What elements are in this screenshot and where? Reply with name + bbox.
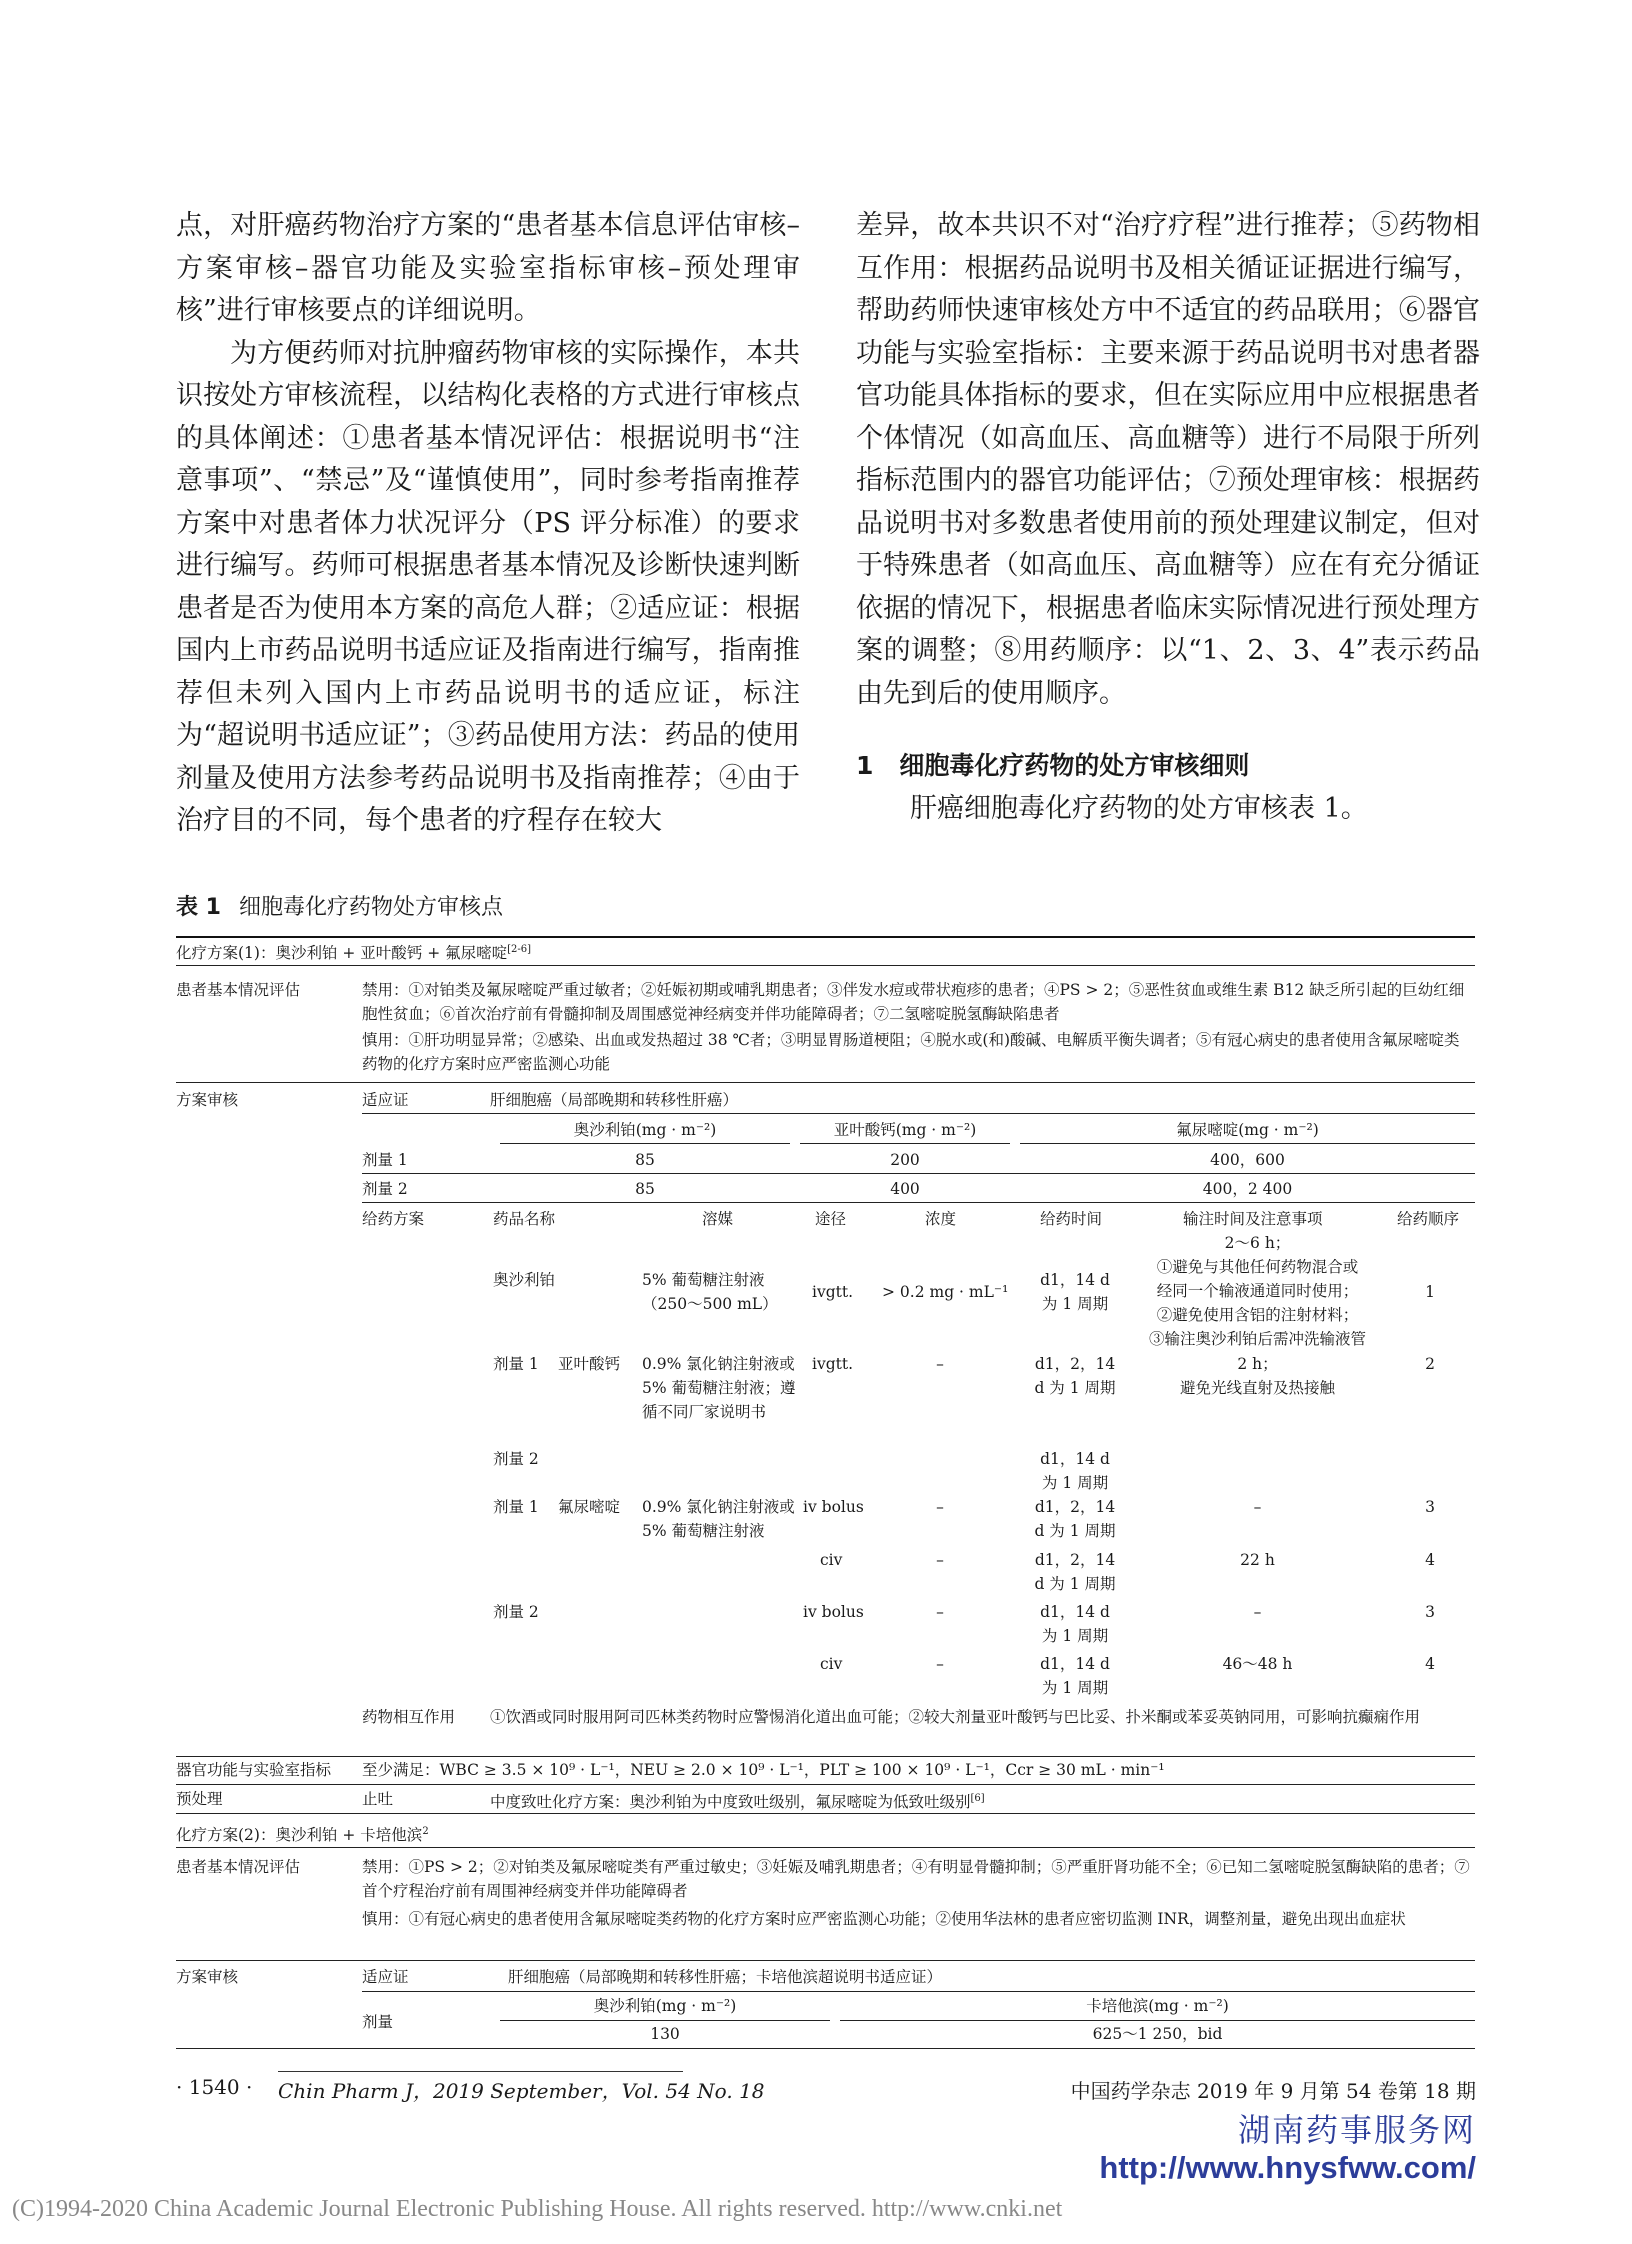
section-heading <box>856 745 1480 788</box>
dose-1-leucovorin: 200 <box>890 1151 920 1169</box>
left-paragraph-1: 点，对肝癌药物治疗方案的“患者基本信息评估审核–方案审核–器官功能及实验室指标审核–预处理审核”进行审核要点的详细说明。 <box>176 210 800 326</box>
right-paragraph-2: 肝癌细胞毒化疗药物的处方审核表 1。 <box>910 792 1368 824</box>
fluorouracil-route-4: civ <box>820 1655 843 1673</box>
fluorouracil-notes-1: – <box>1253 1498 1262 1516</box>
fluorouracil-time-1: d1，2，14 d 为 1 周期 <box>1034 1498 1116 1540</box>
fluorouracil-conc-4: – <box>936 1655 944 1673</box>
r2-dose-capecitabine: 625～1 250，bid <box>1092 2025 1223 2043</box>
right-paragraph-1: 差异，故本共识不对“治疗疗程”进行推荐；⑤药物相互作用：根据药品说明书及相关循证证据进行编写，帮助药师快速审核处方中不适宜的药品联用；⑥器官功能与实验室指标：主要来源于药品说明书对患者器官功能具体指标的要求，但在实际应用中应根据患者个体情况（如高血压、高血糖等）进行不局限于所列指标范围内的器官功能评估；⑦预处理审核：根据药品说明书对多数患者使用前的预处理建议制定，但对于特殊患者（如高血压、高血糖等）应在有充分循证依据的情况下，根据患者临床实际情况进行预处理方案的调整；⑧用药顺序：以“1、2、3、4”表示药品由先到后的使用顺序。 <box>856 210 1480 709</box>
leucovorin-order: 2 <box>1425 1355 1435 1373</box>
admin-label: 给药方案 <box>362 1210 425 1228</box>
r2-patient-eval-label: 患者基本情况评估 <box>176 1858 301 1876</box>
oxaliplatin-route: ivgtt. <box>812 1283 854 1301</box>
interaction-label: 药物相互作用 <box>362 1708 456 1726</box>
antiemetic-label: 止吐 <box>362 1790 394 1808</box>
dose-head-oxaliplatin: 奥沙利铂(mg · m⁻²) <box>573 1121 717 1139</box>
leucovorin-dose-2: 剂量 2 <box>493 1450 539 1468</box>
fluorouracil-time-2: d1，2，14 d 为 1 周期 <box>1034 1551 1116 1593</box>
regimen-1-title: 化疗方案(1)：奥沙利铂 + 亚叶酸钙 + 氟尿嘧啶[2-6] <box>176 944 532 963</box>
fluorouracil-conc-3: – <box>936 1603 944 1621</box>
leucovorin-time-2: d1，14 d 为 1 周期 <box>1040 1450 1110 1492</box>
left-paragraph-2: 为方便药师对抗肿瘤药物审核的实际操作，本共识按处方审核流程，以结构化表格的方式进行审核点的具体阐述：①患者基本情况评估：根据说明书“注意事项”、“禁忌”及“谨慎使用”，同时参考指南推荐方案中对患者体力状况评分（PS 评分标准）的要求进行编写。药师可根据患者基本情况及诊断快速判断患者是否为使用本方案的高危人群；②适应证：根据国内上市药品说明书适应证及指南进行编写，指南推荐但未列入国内上市药品说明书的适应证，标注为“超说明书适应证”；③药品使用方法：药品的使用剂量及使用方法参考药品说明书及指南推荐；④由于治疗目的不同，每个患者的疗程存在较大 <box>176 337 800 836</box>
fluorouracil-conc-2: – <box>936 1551 944 1569</box>
fluorouracil-order-4: 4 <box>1425 1655 1435 1673</box>
dose-head-fluorouracil: 氟尿嘧啶(mg · m⁻²) <box>1176 1121 1319 1139</box>
regimen-2-title: 化疗方案(2)：奥沙利铂 + 卡培他滨$^2$ <box>176 1826 429 1845</box>
r1-organ: 至少满足：WBC ≥ 3.5 × 10⁹ · L⁻¹，NEU ≥ 2.0 × 10⁹ · L⁻¹，PLT ≥ 100 × 10⁹ · L⁻¹，Ccr ≥ 30 mL · min⁻¹ <box>362 1761 1165 1779</box>
oxaliplatin-conc: > 0.2 mg · mL⁻¹ <box>882 1283 1009 1301</box>
oxaliplatin-time: d1，14 d 为 1 周期 <box>1040 1271 1110 1313</box>
fluorouracil-name: 氟尿嘧啶 <box>558 1498 621 1516</box>
leucovorin-dose-1: 剂量 1 <box>493 1355 539 1373</box>
fluorouracil-time-3: d1，14 d 为 1 周期 <box>1040 1603 1110 1645</box>
fluorouracil-notes-4: 46～48 h <box>1222 1655 1293 1673</box>
dose-1-label: 剂量 1 <box>362 1151 408 1169</box>
leucovorin-notes-2: 避免光线直射及热接触 <box>1179 1379 1335 1397</box>
watermark-url: http://www.hnysfww.com/ <box>1099 2150 1476 2185</box>
oxaliplatin-name: 奥沙利铂 <box>493 1271 556 1289</box>
section-title: 细胞毒化疗药物的处方审核细则 <box>899 751 1250 780</box>
oxaliplatin-solvent: 5% 葡萄糖注射液（250～500 mL） <box>642 1271 778 1313</box>
oxaliplatin-notes-4: ②避免使用含铝的注射材料； <box>1156 1306 1359 1324</box>
oxaliplatin-notes-1: 2～6 h； <box>1224 1234 1291 1252</box>
oxaliplatin-notes-3: 经同一个输液通道同时使用； <box>1156 1282 1359 1300</box>
fluorouracil-conc-1: – <box>936 1498 944 1516</box>
copyright-line: (C)1994-2020 China Academic Journal Electronic Publishing House. All rights reserved. http://www.cnki.net <box>12 2196 1063 2222</box>
dose-2-label: 剂量 2 <box>362 1180 408 1198</box>
leucovorin-notes-1: 2 h； <box>1237 1355 1278 1373</box>
table-caption <box>176 890 503 921</box>
dose-2-oxaliplatin: 85 <box>635 1180 655 1198</box>
leucovorin-name: 亚叶酸钙 <box>558 1355 621 1373</box>
r1-pretreat: 中度致吐化疗方案：奥沙利铂为中度致吐级别，氟尿嘧啶为低致吐级别[6] <box>490 1793 985 1812</box>
dose-1-fluorouracil: 400，600 <box>1210 1151 1285 1169</box>
r1-patient-eval-label: 患者基本情况评估 <box>176 981 301 999</box>
journal-info-cn: 中国药学杂志 2019 年 9 月第 54 卷第 18 期 <box>1070 2079 1476 2103</box>
organ-label: 器官功能与实验室指标 <box>176 1761 332 1779</box>
r2-indication: 肝细胞癌（局部晚期和转移性肝癌；卡培他滨超说明书适应证） <box>508 1968 943 1986</box>
fluorouracil-notes-3: – <box>1253 1603 1262 1621</box>
footer-rule <box>278 2071 683 2072</box>
watermark-site-name: 湖南药事服务网 <box>1237 2111 1476 2149</box>
fluorouracil-dose-2: 剂量 2 <box>493 1603 539 1621</box>
dose-1-oxaliplatin: 85 <box>635 1151 655 1169</box>
admin-head-time: 给药时间 <box>1040 1210 1103 1228</box>
r2-dose-label: 剂量 <box>362 2013 394 2031</box>
r2-forbidden: 禁用：①PS > 2；②对铂类及氟尿嘧啶类有严重过敏史；③妊娠及哺乳期患者；④有明显骨髓抑制；⑤严重肝肾功能不全；⑥已知二氢嘧啶脱氢酶缺陷的患者；⑦首个疗程治疗前有周围神经病变并伴功能障碍者 <box>362 1858 1470 1900</box>
leucovorin-time: d1，2，14 d 为 1 周期 <box>1034 1355 1116 1397</box>
fluorouracil-order-2: 4 <box>1425 1551 1435 1569</box>
page-number: · 1540 · <box>176 2075 253 2099</box>
r1-interaction: ①饮酒或同时服用阿司匹林类药物时应警惕消化道出血可能；②较大剂量亚叶酸钙与巴比妥、扑米酮或苯妥英钠同用，可影响抗癫痫作用 <box>490 1708 1421 1726</box>
table-caption-label: 表 1 <box>176 895 221 920</box>
r2-dose-oxaliplatin: 130 <box>650 2025 680 2043</box>
dose-2-leucovorin: 400 <box>890 1180 920 1198</box>
r2-plan-review-label: 方案审核 <box>176 1968 239 1986</box>
admin-head-solvent: 溶媒 <box>702 1210 734 1228</box>
fluorouracil-solvent: 0.9% 氯化钠注射液或 5% 葡萄糖注射液 <box>642 1498 795 1540</box>
leucovorin-conc: – <box>936 1355 944 1373</box>
fluorouracil-route-3: iv bolus <box>803 1603 864 1621</box>
fluorouracil-route-2: civ <box>820 1551 843 1569</box>
table-caption-title: 细胞毒化疗药物处方审核点 <box>238 895 503 920</box>
leucovorin-solvent: 0.9% 氯化钠注射液或 5% 葡萄糖注射液；遵循不同厂家说明书 <box>642 1355 796 1421</box>
r1-forbidden: 禁用：①对铂类及氟尿嘧啶严重过敏者；②妊娠初期或哺乳期患者；③伴发水痘或带状疱疹的患者；④PS > 2；⑤恶性贫血或维生素 B12 缺乏所引起的巨幼红细胞性贫血；⑥首次治疗前有骨髓抑制及周围感觉神经病变并伴功能障碍者；⑦二氢嘧啶脱氢酶缺陷患者 <box>362 981 1465 1023</box>
leucovorin-route: ivgtt. <box>812 1355 854 1373</box>
r1-plan-review-label: 方案审核 <box>176 1091 239 1109</box>
fluorouracil-time-4: d1，14 d 为 1 周期 <box>1040 1655 1110 1697</box>
journal-info-en: Chin Pharm J，2019 September，Vol. 54 No. 18 <box>278 2079 765 2103</box>
fluorouracil-order-3: 3 <box>1425 1603 1435 1621</box>
dose-head-leucovorin: 亚叶酸钙(mg · m⁻²) <box>833 1121 977 1139</box>
section-number: 1 <box>856 751 874 780</box>
oxaliplatin-notes-5: ③输注奥沙利铂后需冲洗输液管 <box>1148 1330 1366 1348</box>
dose-2-fluorouracil: 400，2 400 <box>1202 1180 1293 1198</box>
right-column <box>856 205 1480 830</box>
fluorouracil-notes-2: 22 h <box>1240 1551 1275 1569</box>
r1-caution: 慎用：①肝功明显异常；②感染、出血或发热超过 38 ℃者；③明显胃肠道梗阻；④脱水或(和)酸碱、电解质平衡失调者；⑤有冠心病史的患者使用含氟尿嘧啶类药物的化疗方案时应严密监测心功能 <box>362 1031 1460 1073</box>
admin-head-order: 给药顺序 <box>1397 1210 1460 1228</box>
admin-head-notes: 输注时间及注意事项 <box>1183 1210 1323 1228</box>
admin-head-route: 途径 <box>815 1210 847 1228</box>
r2-dose-head-capecitabine: 卡培他滨(mg · m⁻²) <box>1086 1997 1229 2015</box>
r2-dose-head-oxaliplatin: 奥沙利铂(mg · m⁻²) <box>593 1997 737 2015</box>
admin-head-conc: 浓度 <box>925 1210 957 1228</box>
pretreat-label: 预处理 <box>176 1790 223 1808</box>
r2-caution: 慎用：①有冠心病史的患者使用含氟尿嘧啶类药物的化疗方案时应严密监测心功能；②使用华法林的患者应密切监测 INR，调整剂量，避免出现出血症状 <box>362 1910 1406 1928</box>
fluorouracil-dose-1: 剂量 1 <box>493 1498 539 1516</box>
r1-indication: 肝细胞癌（局部晚期和转移性肝癌） <box>490 1091 739 1109</box>
oxaliplatin-notes-2: ①避免与其他任何药物混合或 <box>1156 1258 1359 1276</box>
oxaliplatin-order: 1 <box>1425 1283 1435 1301</box>
left-column <box>176 205 800 843</box>
fluorouracil-order-1: 3 <box>1425 1498 1435 1516</box>
admin-head-drug: 药品名称 <box>493 1210 556 1228</box>
r1-indication-label: 适应证 <box>362 1091 409 1109</box>
fluorouracil-route-1: iv bolus <box>803 1498 864 1516</box>
r2-indication-label: 适应证 <box>362 1968 409 1986</box>
